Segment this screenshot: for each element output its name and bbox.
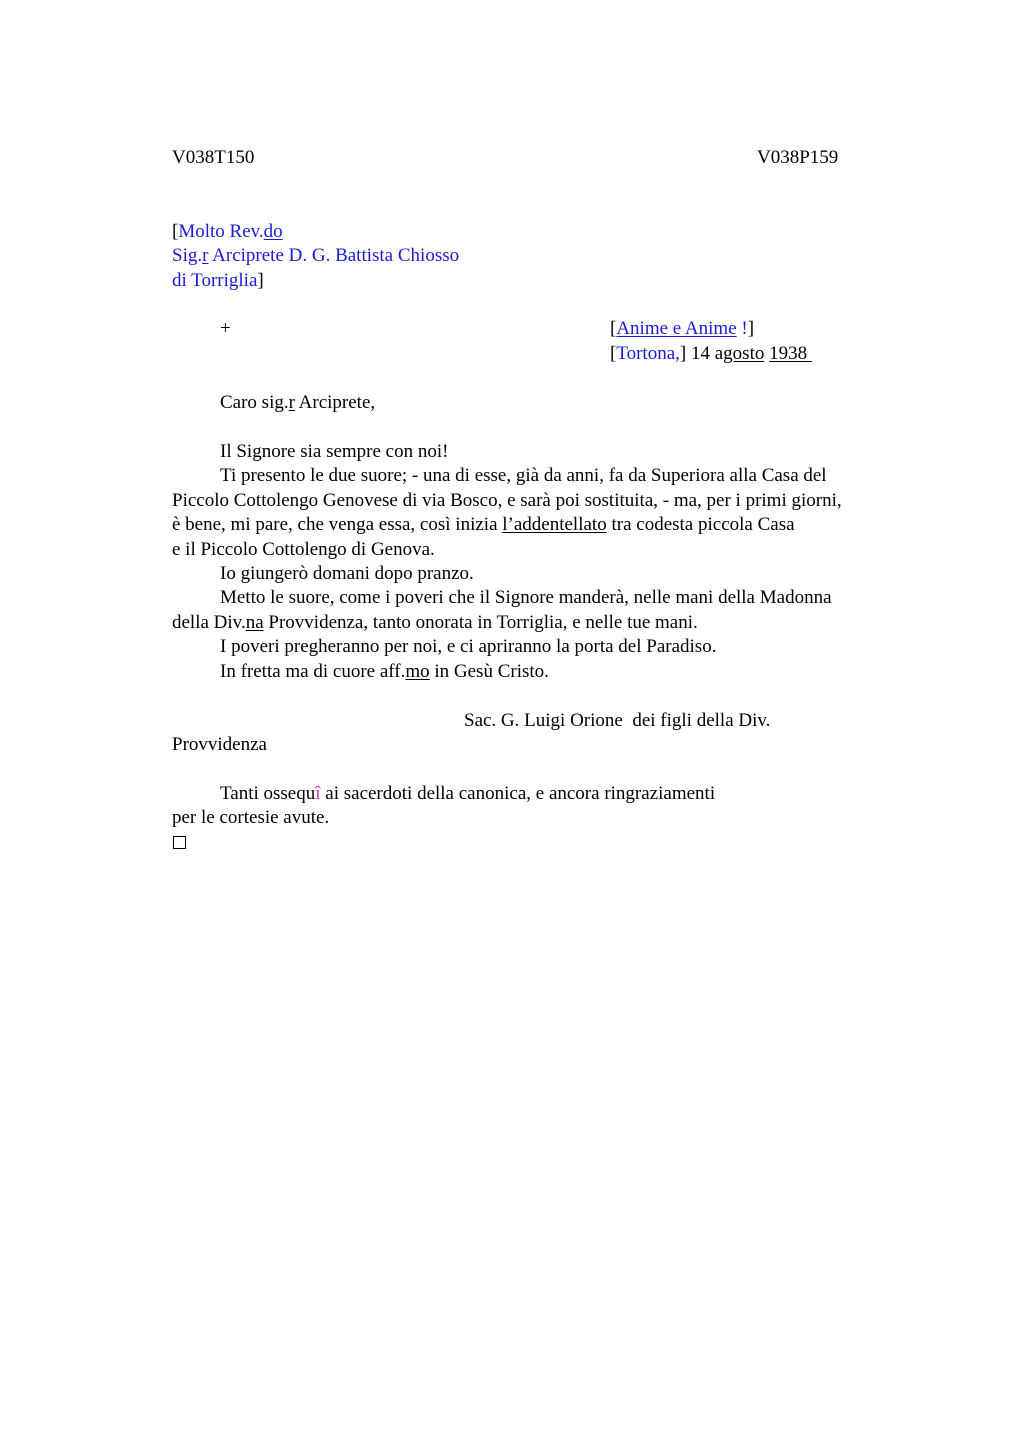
body-paragraph-2-line-1: Ti presento le due suore; - una di esse, già da anni, fa da Superiora alla Casa del (220, 465, 827, 486)
end-of-document-square-icon (173, 836, 186, 849)
address-line-3: di Torriglia] (172, 270, 264, 291)
body-paragraph-2-line-4: e il Piccolo Cottolengo di Genova. (172, 539, 435, 560)
body-paragraph-5: I poveri pregheranno per noi, e ci apriranno la porta del Paradiso. (220, 636, 717, 657)
motto: [Anime e Anime !] (610, 318, 755, 339)
postscript-line-2: per le cortesie avute. (172, 807, 330, 828)
body-paragraph-2-line-2: Piccolo Cottolengo Genovese di via Bosco, e sarà poi sostituita, - ma, per i primi giorni, (172, 490, 842, 511)
address-line-2: Sig.r Arciprete D. G. Battista Chiosso (172, 245, 460, 266)
letter-date: [Tortona,] 14 agosto 1938 (610, 343, 812, 364)
signature-line-2: Provvidenza (172, 734, 267, 755)
body-paragraph-2-line-3: è bene, mi pare, che venga essa, così inizia l’addentellato tra codesta piccola Casa (172, 514, 795, 535)
body-paragraph-6: In fretta ma di cuore aff.mo in Gesù Cristo. (220, 661, 549, 682)
body-paragraph-4-line-2: della Div.na Provvidenza, tanto onorata in Torriglia, e nelle tue mani. (172, 612, 698, 633)
body-paragraph-3: Io giungerò domani dopo pranzo. (220, 563, 474, 584)
postscript-line-1: Tanti ossequî ai sacerdoti della canonica, e ancora ringraziamenti (220, 783, 716, 804)
body-paragraph-4-line-1: Metto le suore, come i poveri che il Signore manderà, nelle mani della Madonna (220, 587, 832, 608)
cross-symbol: + (220, 318, 231, 339)
volume-code-left: V038T150 (172, 147, 255, 168)
volume-code-right: V038P159 (757, 147, 839, 168)
salutation: Caro sig.r Arciprete, (220, 392, 376, 413)
body-paragraph-1: Il Signore sia sempre con noi! (220, 441, 449, 462)
address-line-1: [Molto Rev.do (172, 221, 283, 242)
motto-link[interactable]: Anime e Anime (616, 318, 737, 339)
signature-line-1: Sac. G. Luigi Orione dei figli della Div. (464, 710, 771, 731)
